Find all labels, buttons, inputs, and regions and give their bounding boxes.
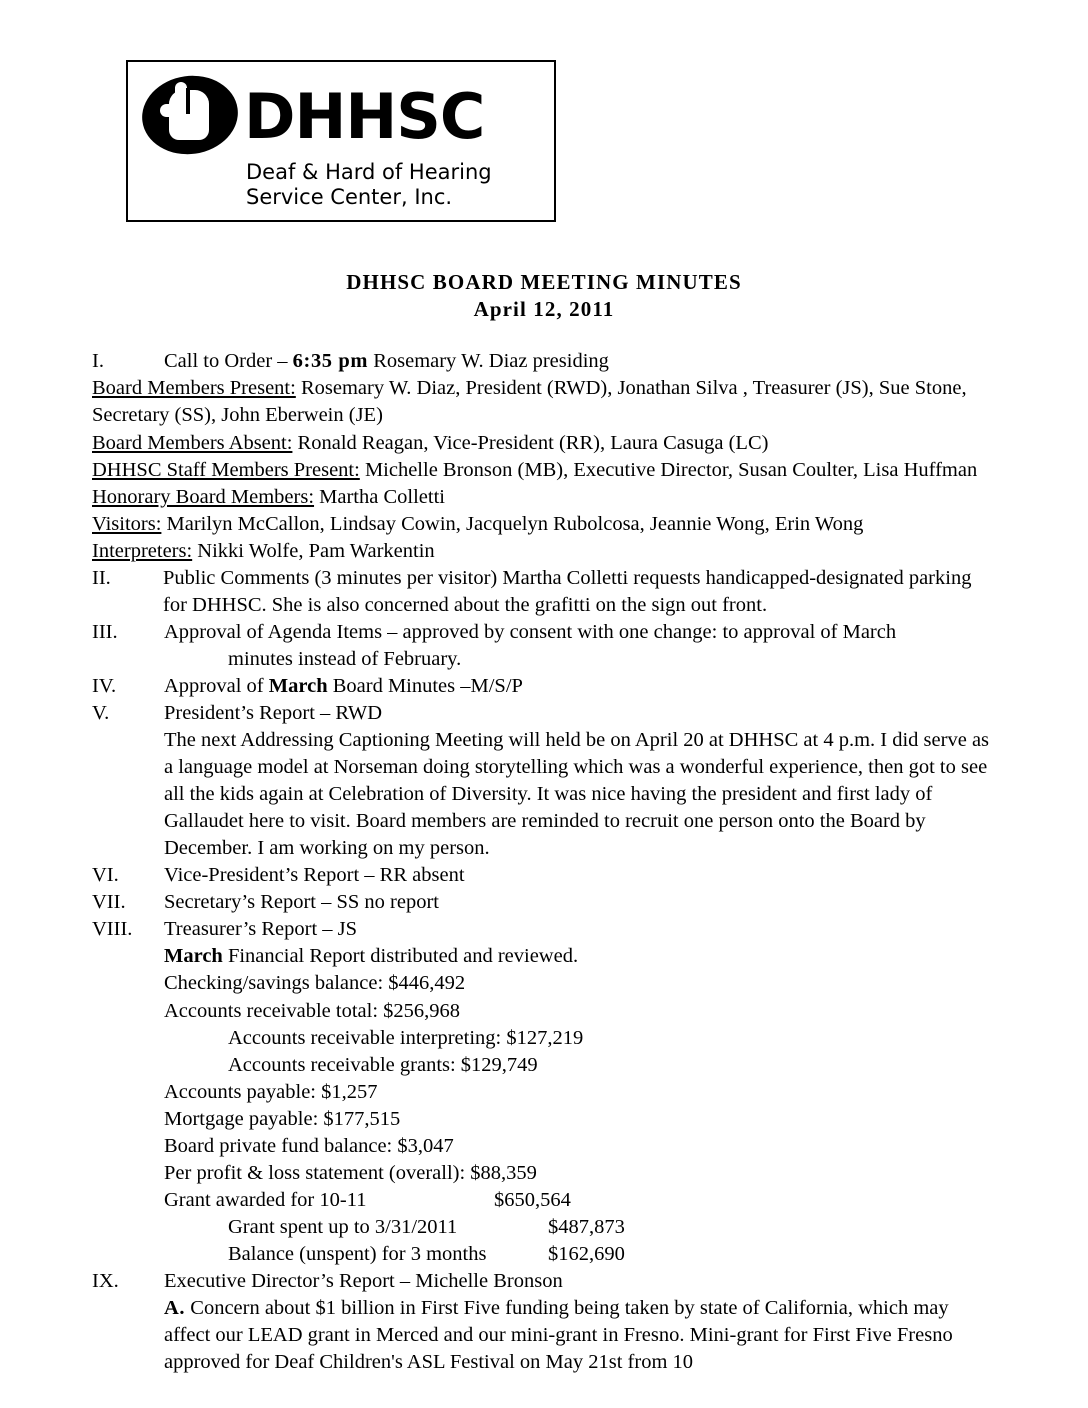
financial-report-rest: Financial Report distributed and reviewed. bbox=[222, 945, 579, 968]
item-iv-month: March bbox=[268, 674, 328, 697]
item-v-text: President’s Report – RWD bbox=[164, 701, 383, 724]
financial-board-private-fund: Board private fund balance: $3,047 bbox=[164, 1134, 454, 1157]
item-i-presiding: Rosemary W. Diaz presiding bbox=[368, 350, 609, 373]
item-number-vii: VII. bbox=[92, 891, 126, 914]
item-ii-text: Public Comments (3 minutes per visitor) Martha Colletti requests handicapped-designated parking for DHHSC. She is also concerned about the grafitti on the sign out front. bbox=[163, 566, 972, 616]
item-number-i: I. bbox=[92, 350, 104, 373]
item-number-vi: VI. bbox=[92, 864, 119, 887]
page-title: DHHSC BOARD MEETING MINUTES bbox=[346, 270, 742, 295]
interpreters-value: Nikki Wolfe, Pam Warkentin bbox=[192, 539, 435, 562]
item-number-iv: IV. bbox=[92, 674, 117, 697]
item-iv-text-pre: Approval of bbox=[164, 674, 269, 697]
meeting-date: April 12, 2011 bbox=[473, 297, 615, 322]
financial-accounts-payable: Accounts payable: $1,257 bbox=[164, 1080, 378, 1103]
honorary-members-value: Martha Colletti bbox=[314, 485, 445, 508]
item-viii-text: Treasurer’s Report – JS bbox=[164, 918, 358, 941]
interpreters-label: Interpreters: bbox=[92, 539, 193, 562]
financial-ar-interpreting: Accounts receivable interpreting: $127,219 bbox=[228, 1026, 584, 1049]
item-i-label: Call to Order – bbox=[164, 350, 293, 373]
honorary-members-label: Honorary Board Members: bbox=[92, 485, 315, 508]
logo-subtitle-line2: Service Center, Inc. bbox=[246, 185, 453, 210]
item-iii-text: Approval of Agenda Items – approved by consent with one change: to approval of March bbox=[164, 620, 897, 643]
grant-awarded-label: Grant awarded for 10-11 bbox=[164, 1188, 367, 1211]
organization-logo bbox=[126, 60, 556, 222]
grant-awarded-value: $650,564 bbox=[494, 1188, 571, 1211]
grant-spent-label: Grant spent up to 3/31/2011 bbox=[228, 1215, 458, 1238]
agenda-item-iii bbox=[92, 619, 996, 646]
financial-grant-balance bbox=[92, 1241, 996, 1268]
agenda-item-v bbox=[92, 700, 996, 727]
interpreters-line bbox=[92, 538, 996, 565]
staff-present-label: DHHSC Staff Members Present: bbox=[92, 458, 360, 481]
item-ix-sub-a bbox=[92, 1295, 996, 1376]
board-members-absent-line bbox=[92, 430, 996, 457]
staff-present-value: Michelle Bronson (MB), Executive Director, Susan Coulter, Lisa Huffman bbox=[359, 458, 978, 481]
financial-ar-total: Accounts receivable total: $256,968 bbox=[164, 999, 461, 1022]
item-iii-text-continued: minutes instead of February. bbox=[228, 647, 462, 670]
item-ix-text: Executive Director’s Report – Michelle Bronson bbox=[164, 1269, 563, 1292]
staff-present-line bbox=[92, 457, 996, 484]
visitors-line bbox=[92, 511, 996, 538]
financial-mortgage-payable: Mortgage payable: $177,515 bbox=[164, 1107, 401, 1130]
logo-wordmark: DHHSC bbox=[244, 80, 485, 153]
agenda-item-ix bbox=[92, 1268, 996, 1295]
item-number-ix: IX. bbox=[92, 1269, 119, 1292]
item-vii-text: Secretary’s Report – SS no report bbox=[164, 891, 439, 914]
agenda-item-viii bbox=[92, 916, 996, 943]
item-vi-text: Vice-President’s Report – RR absent bbox=[164, 864, 465, 887]
agenda-item-vi bbox=[92, 862, 996, 889]
item-iv-text-post: Board Minutes –M/S/P bbox=[327, 674, 523, 697]
grant-balance-label: Balance (unspent) for 3 months bbox=[228, 1242, 487, 1265]
financial-profit-loss: Per profit & loss statement (overall): $88,359 bbox=[164, 1161, 537, 1184]
visitors-value: Marilyn McCallon, Lindsay Cowin, Jacquelyn Rubolcosa, Jeannie Wong, Erin Wong bbox=[161, 512, 864, 535]
visitors-label: Visitors: bbox=[92, 512, 162, 535]
grant-spent-value: $487,873 bbox=[548, 1215, 625, 1238]
agenda-item-vii bbox=[92, 889, 996, 916]
hand-in-ellipse-logo-icon bbox=[142, 72, 238, 158]
item-number-iii: III. bbox=[92, 620, 118, 643]
minutes-body bbox=[92, 348, 996, 1376]
grant-balance-value: $162,690 bbox=[548, 1242, 625, 1265]
board-members-present-line bbox=[92, 375, 996, 429]
agenda-item-i bbox=[92, 348, 996, 375]
board-members-absent-label: Board Members Absent: bbox=[92, 431, 293, 454]
item-number-v: V. bbox=[92, 701, 110, 724]
honorary-members-line bbox=[92, 484, 996, 511]
financial-checking-balance: Checking/savings balance: $446,492 bbox=[164, 972, 466, 995]
financial-grant-spent bbox=[92, 1214, 996, 1241]
agenda-item-ii bbox=[92, 565, 996, 619]
item-i-time: 6:35 pm bbox=[292, 350, 369, 373]
board-members-present-label: Board Members Present: bbox=[92, 377, 296, 400]
item-number-ii: II. bbox=[92, 566, 111, 589]
financial-grant-awarded bbox=[92, 1187, 996, 1214]
agenda-item-iv bbox=[92, 673, 996, 700]
item-ix-sub-a-label: A. bbox=[164, 1297, 186, 1320]
item-v-body: The next Addressing Captioning Meeting will held be on April 20 at DHHSC at 4 p.m. I did serve as a language model at Norseman doing storytelling which was a wonderful experience, then got to see all the kids again at Celebration of Diversity. It was nice having the president and first lady of Gallaudet here to visit. Board members are reminded to recruit one person onto the Board by December. I am working on my person. bbox=[164, 729, 990, 860]
board-members-absent-value: Ronald Reagan, Vice-President (RR), Laura Casuga (LC) bbox=[292, 431, 769, 454]
financial-report-month: March bbox=[164, 945, 223, 968]
item-ix-sub-a-text: Concern about $1 billion in First Five funding being taken by state of California, which may affect our LEAD grant in Merced and our mini-grant in Fresno. Mini-grant for First Five Fresno approved for Deaf Children's ASL Festival on May 21st from 10 bbox=[164, 1297, 953, 1374]
treasurer-financial-report-line bbox=[92, 943, 996, 970]
board-members-present-value: Rosemary W. Diaz, President (RWD), Jonathan Silva , Treasurer (JS), Sue Stone, Secretary (SS), John Eberwein (JE) bbox=[92, 377, 967, 427]
financial-ar-grants: Accounts receivable grants: $129,749 bbox=[228, 1053, 538, 1076]
item-number-viii: VIII. bbox=[92, 918, 133, 941]
logo-subtitle-line1: Deaf & Hard of Hearing bbox=[246, 160, 492, 184]
